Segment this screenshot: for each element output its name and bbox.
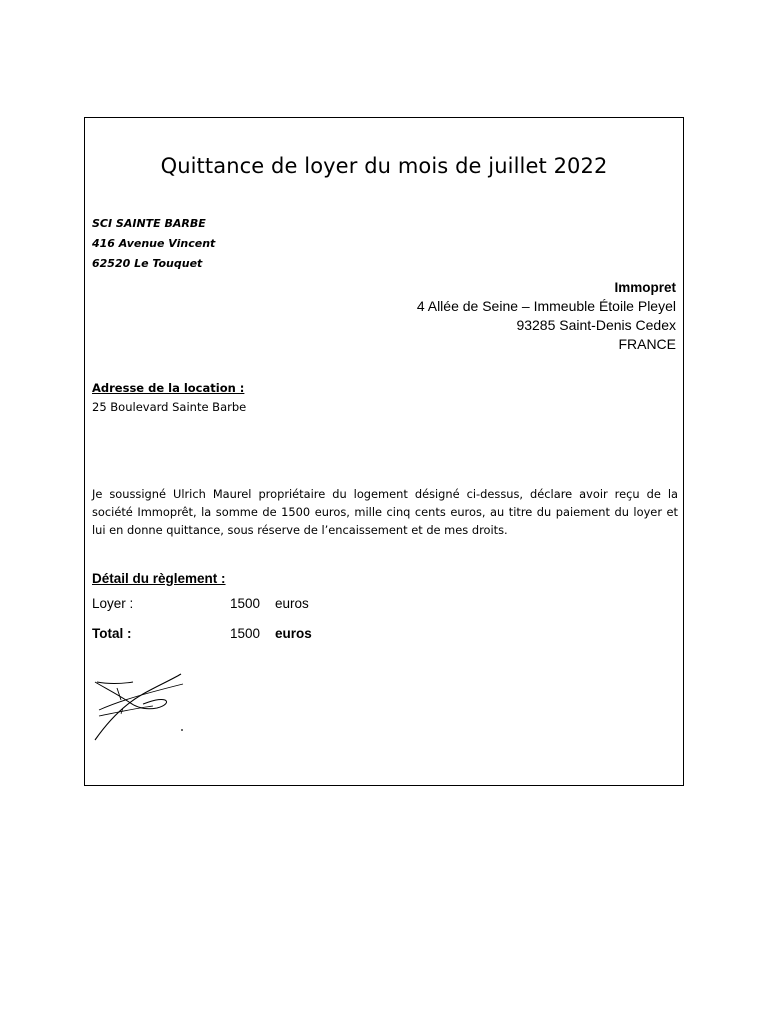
total-amount: 1500: [230, 626, 261, 641]
sender-address: [92, 214, 215, 274]
total-label: Total :: [92, 626, 132, 641]
recipient-country: FRANCE: [618, 336, 676, 352]
rent-unit: euros: [275, 596, 309, 611]
rent-label: Loyer :: [92, 596, 134, 611]
location-address: 25 Boulevard Sainte Barbe: [92, 400, 247, 414]
sender-name: SCI SAINTE BARBE: [92, 217, 206, 230]
recipient-street: 4 Allée de Seine – Immeuble Étoile Pleyel: [416, 298, 676, 314]
recipient-address: [417, 278, 676, 354]
signature-image: [91, 670, 191, 746]
recipient-name: Immopret: [614, 280, 676, 295]
total-unit: euros: [275, 626, 312, 641]
recipient-city: 93285 Saint-Denis Cedex: [516, 317, 676, 333]
sender-city: 62520 Le Touquet: [92, 257, 203, 270]
sender-street: 416 Avenue Vincent: [92, 237, 216, 250]
rent-amount: 1500: [230, 596, 261, 611]
declaration-text: Je soussigné Ulrich Maurel propriétaire du logement désigné ci-dessus, déclare avoir reçu de la société Immoprêt, la somme de 1500 euros, mille cinq cents euros, au titre du paiement du loyer et lui en donne quittance, sous réserve de l’encaissement et de mes droits.: [92, 487, 678, 537]
location-label: Adresse de la location :: [92, 381, 245, 395]
document-title: Quittance de loyer du mois de juillet 2022: [160, 154, 608, 178]
payment-detail-label: Détail du règlement :: [92, 571, 226, 586]
receipt-frame: [84, 117, 684, 786]
